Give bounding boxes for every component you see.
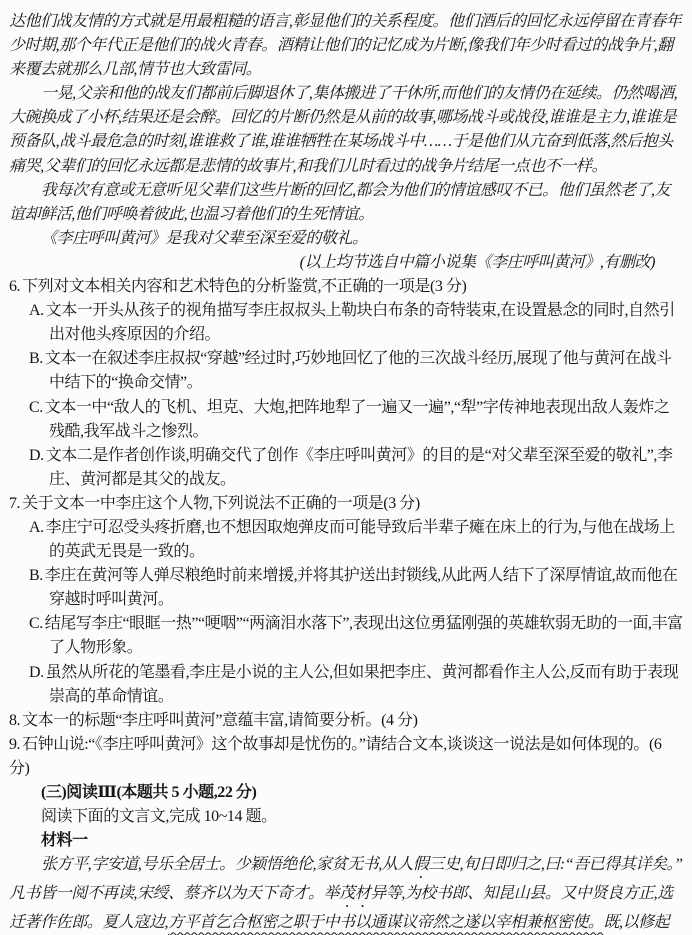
excerpt-paragraph-3: 我每次有意或无意听见父辈们这些片断的回忆,都会为他们的情谊感叹不已。他们虽然老了,友谊却鲜活,他们呼唤着彼此,也温习着他们的生死情谊。 [9, 181, 671, 223]
question-8-number: 8. [9, 711, 21, 729]
question-9 [9, 733, 683, 781]
material-1-label: 材料一 [41, 832, 88, 850]
question-6-stem [9, 275, 683, 299]
option-a-text: 李庄宁可忍受头疼折磨,也不想因取炮弹皮而可能导致后半辈子瘫在床上的行为,与他在战场上的英武无畏是一致的。 [45, 518, 675, 561]
question-7 [9, 492, 683, 709]
question-6-number: 6. [9, 278, 21, 296]
question-8-text: 文本一的标题“李庄呼叫黄河”意蕴丰富,请简要分析。(4 分) [22, 711, 418, 729]
option-d-label: D. [29, 663, 44, 681]
question-8 [9, 709, 683, 733]
option-b-label: B. [29, 567, 43, 585]
option-c-text: 结尾写李庄“眼眶一热”“哽咽”“两滴泪水落下”,表现出这位勇猛刚强的英雄软弱无助的一面,丰富了人物形象。 [44, 615, 683, 657]
question-7-option-c [9, 612, 683, 660]
option-c-text: 文本一中“敌人的飞机、坦克、大炮,把阵地犁了一遍又一遍”,“犁”字传神地表现出敌人轰炸之残酷,我军战斗之惨烈。 [44, 398, 670, 440]
option-a-text: 文本一开头从孩子的视角描写李庄叔叔头上勒块白布条的奇特装束,在设置悬念的同时,自然引出对他头疼原因的介绍。 [45, 302, 675, 344]
classical-segment-4: 既,以修起 [603, 914, 670, 932]
option-b-label: B. [29, 350, 43, 368]
question-9-text: 石钟山说:“《李庄呼叫黄河》这个故事却是忧伤的。”请结合文本,谈谈这一说法是如何体现的。(6 分) [9, 735, 662, 777]
question-6-stem-text: 下列对文本相关内容和艺术特色的分析鉴赏,不正确的一项是(3 分) [22, 278, 467, 296]
question-9-number: 9. [9, 735, 21, 753]
option-b-text: 李庄在黄河等人弹尽粮绝时前来增援,并将其护送出封锁线,从此两人结下了深厚情谊,故而他在穿越时呼叫黄河。 [44, 567, 678, 609]
option-c-label: C. [29, 615, 43, 633]
question-7-option-b [9, 564, 683, 612]
classical-segment-2: 三史,旬日即归之,曰:“吾已得其详矣。”凡书皆一阅不再读,宋绶、蔡齐以为天下奇才。举 [9, 856, 683, 903]
excerpt-paragraph-1: 达他们战友情的方式就是用最粗糙的语言,彰显他们的关系程度。他们酒后的回忆永远停留在青春年少时期,那个年代正是他们的战火青春。酒精让他们的记忆成为片断,像我们年少时看过的战争片,翻来覆去就那么几部,情节也大致雷同。 [9, 13, 682, 79]
emphasized-word-maocai: 茂材 [339, 885, 371, 903]
option-d-text: 文本二是作者创作谈,明确交代了创作《李庄呼叫黄河》的目的是“对父辈至深至爱的敬礼”,李庄、黄河都是其父的战友。 [45, 446, 673, 488]
question-6-option-c [9, 396, 683, 444]
section-3-instruction: 阅读下面的文言文,完成 10~14 题。 [41, 808, 277, 826]
question-7-option-a [9, 516, 683, 564]
question-6-option-a [9, 299, 683, 347]
punctuation-task-wavy-segment: 方平首乞合枢密之职于中书以通谋议帝然之遂以宰相兼枢密使。 [168, 914, 604, 932]
option-c-label: C. [29, 398, 43, 416]
question-7-number: 7. [9, 494, 21, 512]
option-a-label: A. [29, 302, 44, 320]
option-d-label: D. [29, 446, 44, 464]
question-6-option-d [9, 444, 683, 492]
source-attribution: (以上均节选自中篇小说集《李庄呼叫黄河》,有删改) [299, 253, 655, 271]
option-a-label: A. [29, 518, 44, 536]
novel-excerpt [9, 10, 683, 275]
question-7-stem-text: 关于文本一中李庄这个人物,下列说法不正确的一项是(3 分) [22, 494, 420, 512]
option-b-text: 文本一在叙述李庄叔叔“穿越”经过时,巧妙地回忆了他的三次战斗经历,展现了他与黄河在战斗中结下的“换命交情”。 [44, 350, 672, 392]
excerpt-paragraph-4: 《李庄呼叫黄河》是我对父辈至深至爱的敬礼。 [41, 229, 368, 247]
classical-segment-1: 张方平,字安道,号乐全居士。少颖悟绝伦,家贫无书,从人 [41, 856, 413, 874]
classical-segment-3: 异等,为校书郎、知昆山县。又中贤良方正,选迁著作佐郎。夏人寇边, [9, 885, 673, 932]
classical-text-paragraph [9, 853, 683, 935]
question-6 [9, 275, 683, 492]
question-7-stem [9, 492, 683, 516]
question-6-option-b [9, 347, 683, 395]
section-3-heading: (三)阅读Ⅲ(本题共 5 小题,22 分) [41, 784, 257, 801]
excerpt-paragraph-2: 一晃,父亲和他的战友们都前后脚退休了,集体搬进了干休所,而他们的友情仍在延续。仍然喝酒,大碗换成了小杯,结果还是会醉。回忆的片断仍然是从前的故事,哪场战斗或战役,谁谁是主力,谁谁是预备队,战斗最危急的时刻,谁谁救了谁,谁谁牺牲在某场战斗中……于是他们从亢奋到低落,然后抱头痛哭,父辈们的回忆永远都是悲情的故事片,和我们儿时看过的战争片结尾一点也不一样。 [9, 85, 678, 175]
emphasized-word-jia: 假 [412, 856, 429, 874]
option-d-text: 虽然从所花的笔墨看,李庄是小说的主人公,但如果把李庄、黄河都看作主人公,反而有助于表现崇高的革命情谊。 [45, 663, 679, 705]
question-7-option-d [9, 661, 683, 709]
